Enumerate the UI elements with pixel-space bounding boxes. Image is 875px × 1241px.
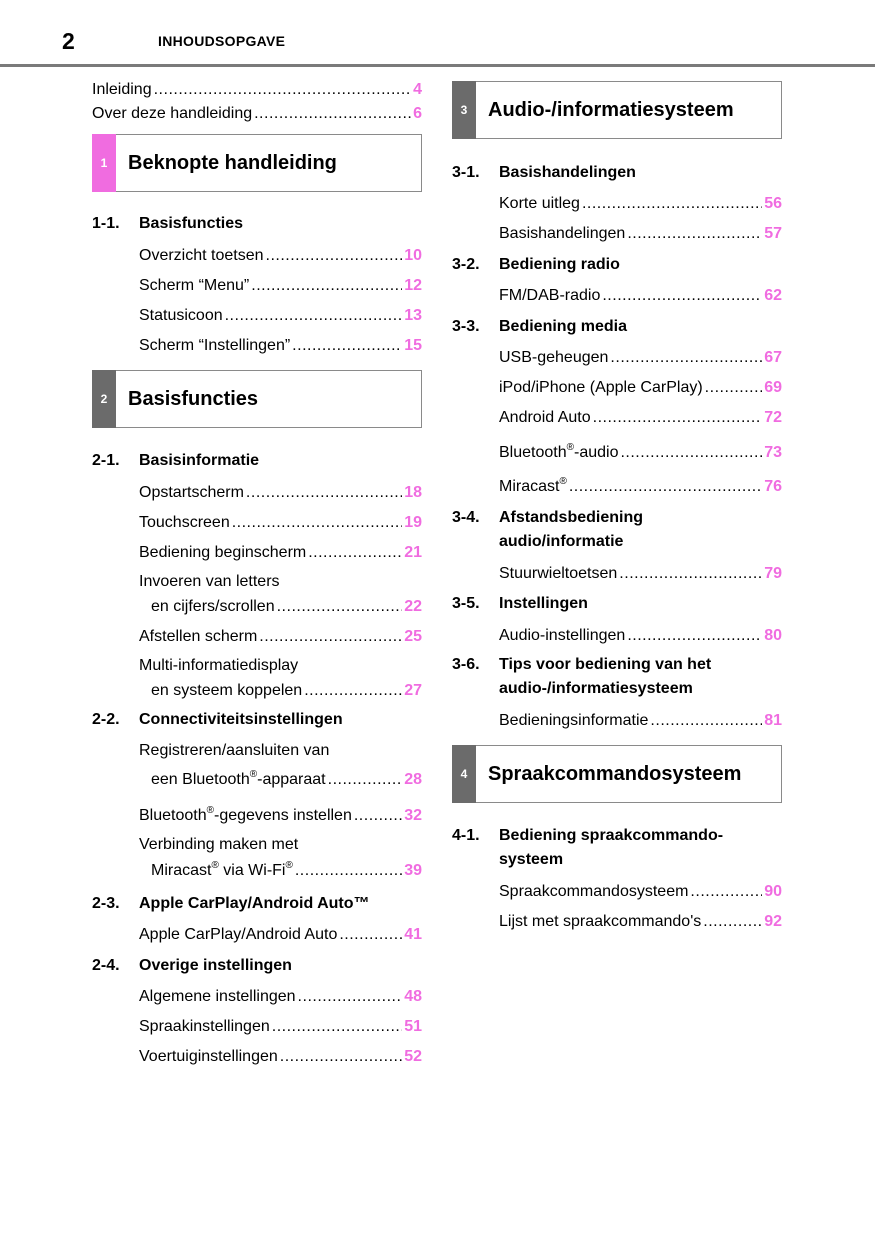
chapter-title: Beknopte handleiding xyxy=(128,151,337,174)
toc-entry[interactable]: Algemene instellingen ..... 48 xyxy=(139,983,422,1007)
toc-entry[interactable]: Statusicoon ..... 13 xyxy=(139,302,422,326)
toc-entry[interactable]: Scherm “Menu” ..... 12 xyxy=(139,272,422,296)
toc-entry-inleiding[interactable]: Inleiding ..... 4 xyxy=(92,76,422,100)
chapter-1-heading[interactable] xyxy=(92,134,422,192)
toc-entry[interactable]: Audio-instellingen ..... 80 xyxy=(499,622,782,646)
toc-entry[interactable]: en cijfers/scrollen ..... 22 xyxy=(151,593,422,617)
toc-entry-line1: Verbinding maken met xyxy=(139,836,299,853)
toc-entry-line1: Registreren/aansluiten van xyxy=(139,742,330,759)
chapter-number-tab: 2 xyxy=(92,370,116,428)
chapter-title: Audio-/informatiesysteem xyxy=(488,98,734,121)
toc-entry[interactable]: Miracast® ..... 76 xyxy=(499,473,782,497)
toc-entry[interactable]: USB-geheugen ..... 67 xyxy=(499,344,782,368)
chapter-title: Spraakcommandosysteem xyxy=(488,762,742,785)
header-rule xyxy=(0,64,875,67)
toc-entry[interactable]: Afstellen scherm ..... 25 xyxy=(139,623,422,647)
toc-entry[interactable]: Basishandelingen ..... 57 xyxy=(499,220,782,244)
toc-entry-line1: Invoeren van letters xyxy=(139,573,280,590)
page-ref: 6 xyxy=(413,105,422,122)
toc-entry[interactable]: Overzicht toetsen ..... 10 xyxy=(139,242,422,266)
toc-entry[interactable]: Miracast® via Wi-Fi® ..... 39 xyxy=(151,857,422,881)
toc-entry[interactable]: Bediening beginscherm ..... 21 xyxy=(139,539,422,563)
toc-entry[interactable]: Stuurwieltoetsen ..... 79 xyxy=(499,560,782,584)
chapter-title: Basisfuncties xyxy=(128,387,259,410)
chapter-2-heading[interactable] xyxy=(92,370,422,428)
toc-entry-over-deze-handleiding[interactable]: Over deze handleiding ..... 6 xyxy=(92,100,422,124)
page-number: 2 xyxy=(62,28,75,54)
toc-entry[interactable]: iPod/iPhone (Apple CarPlay) ..... 69 xyxy=(499,374,782,398)
toc-entry[interactable]: Opstartscherm ..... 18 xyxy=(139,479,422,503)
toc-entry[interactable]: en systeem koppelen ..... 27 xyxy=(151,677,422,701)
toc-entry[interactable]: een Bluetooth®-apparaat ..... 28 xyxy=(151,766,422,790)
toc-entry[interactable]: Touchscreen ..... 19 xyxy=(139,509,422,533)
toc-entry[interactable]: Bluetooth®-gegevens instellen ..... 32 xyxy=(139,802,422,826)
toc-entry[interactable]: Korte uitleg ..... 56 xyxy=(499,190,782,214)
toc-entry-line1: Multi-informatiedisplay xyxy=(139,657,299,674)
toc-entry[interactable]: Voertuiginstellingen ..... 52 xyxy=(139,1043,422,1067)
chapter-number-tab: 3 xyxy=(452,81,476,139)
toc-entry[interactable]: Bluetooth®-audio ..... 73 xyxy=(499,439,782,463)
toc-entry[interactable]: Spraakcommandosysteem ..... 90 xyxy=(499,878,782,902)
chapter-4-heading[interactable] xyxy=(452,745,782,803)
chapter-number-tab: 1 xyxy=(92,134,116,192)
chapter-3-heading[interactable] xyxy=(452,81,782,139)
toc-entry[interactable]: Android Auto ..... 72 xyxy=(499,404,782,428)
page-ref: 4 xyxy=(413,81,422,98)
chapter-number-tab: 4 xyxy=(452,745,476,803)
toc-entry[interactable]: Spraakinstellingen ..... 51 xyxy=(139,1013,422,1037)
toc-entry[interactable]: Scherm “Instellingen” ..... 15 xyxy=(139,332,422,356)
toc-entry[interactable]: FM/DAB-radio ..... 62 xyxy=(499,282,782,306)
toc-entry[interactable]: Apple CarPlay/Android Auto ..... 41 xyxy=(139,921,422,945)
toc-entry[interactable]: Lijst met spraakcommando's ..... 92 xyxy=(499,908,782,932)
toc-entry[interactable]: Bedieningsinformatie ..... 81 xyxy=(499,707,782,731)
running-header-title: INHOUDSOPGAVE xyxy=(158,33,286,49)
